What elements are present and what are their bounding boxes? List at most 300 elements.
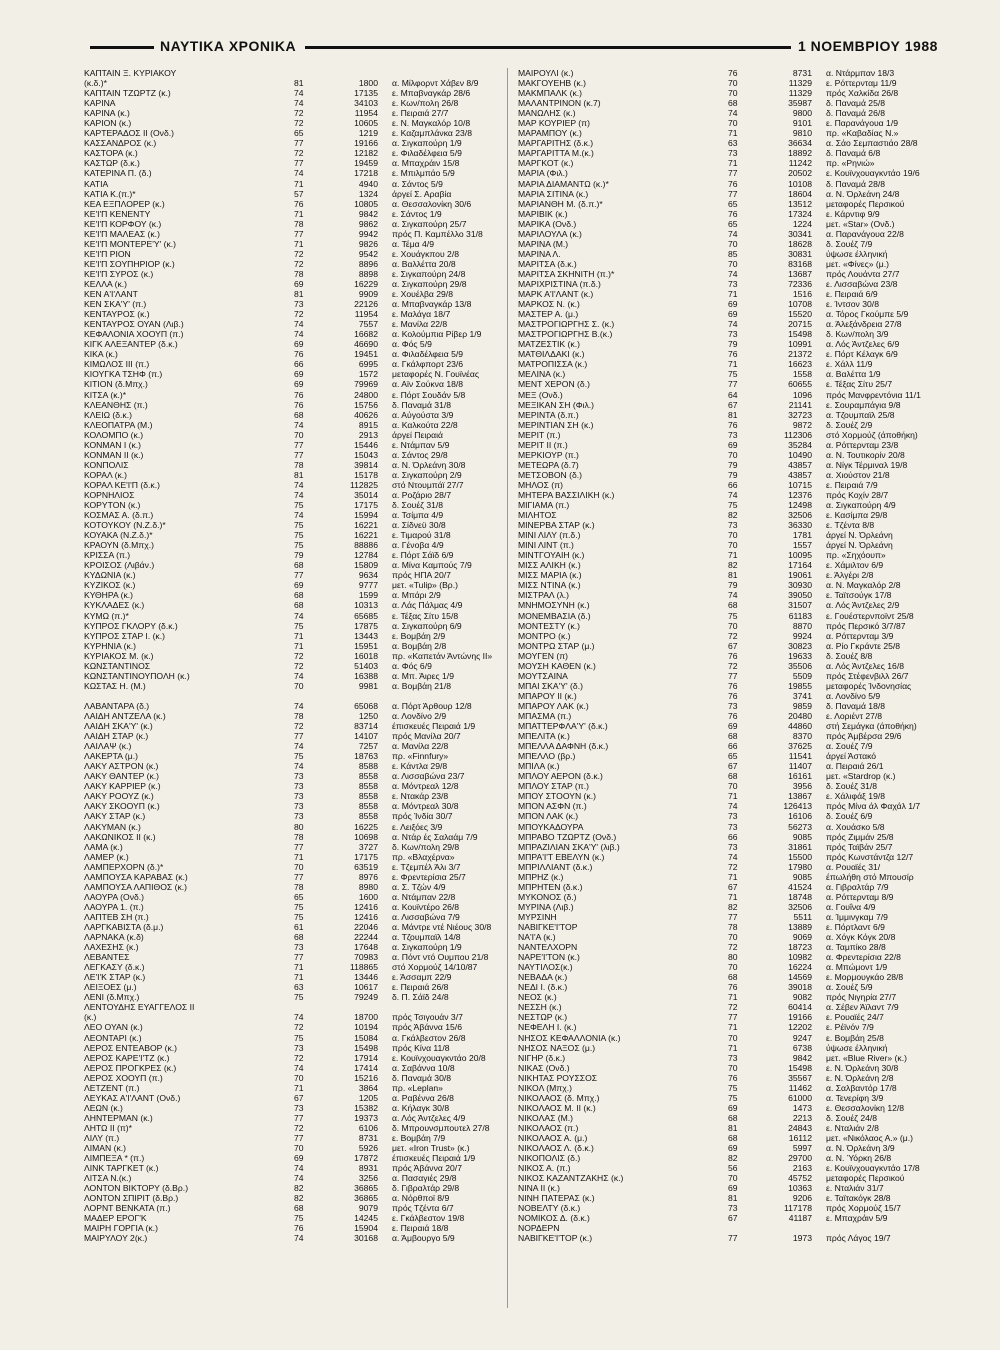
ship-entry <box>518 239 950 249</box>
tonnage: 22046 <box>354 921 378 932</box>
build-year: 68 <box>728 98 738 109</box>
ship-name: ΚΟΡΝΗΛΙΟΣ <box>84 489 135 500</box>
location-status: πρός Μανφρεντόνια 11/1 <box>826 389 921 400</box>
ship-entry <box>84 741 502 751</box>
tonnage: 13687 <box>788 268 812 279</box>
build-year: 72 <box>728 1002 738 1013</box>
location-status: α. Ροζάριο 28/7 <box>392 489 452 500</box>
build-year: 71 <box>294 1082 304 1093</box>
tonnage: 19451 <box>354 349 378 360</box>
ship-name: ΚΥΚΛΑΔΕΣ (κ.) <box>84 600 145 611</box>
location-status: α. Τέμα 4/9 <box>392 238 434 249</box>
ship-name: ΜΠΕΛΛΑ ΔΑΦΝΗ (δ.κ.) <box>518 741 609 752</box>
location-status: α. Ντάρ ές Σαλαάμ 7/9 <box>392 831 478 842</box>
build-year: 76 <box>294 198 304 209</box>
ship-entry <box>84 721 502 731</box>
tonnage: 14569 <box>788 972 812 983</box>
ship-name: ΚΟΛΟΜΠΟ (κ.) <box>84 429 144 440</box>
ship-entry <box>518 339 950 349</box>
build-year: 75 <box>294 911 304 922</box>
ship-entry <box>518 1093 950 1103</box>
tonnage: 51403 <box>354 660 378 671</box>
ship-entry <box>84 379 502 389</box>
build-year: 82 <box>294 1193 304 1204</box>
build-year: 74 <box>294 489 304 500</box>
ship-name: ΜΟΥΣΗ ΚΑΘΕΝ (κ.) <box>518 660 596 671</box>
location-status: ε. Πειραιά 27/7 <box>392 108 449 119</box>
ship-name: ΜΑΡΙΑ ΔΙΑΜΑΝΤΩ (κ.)* <box>518 178 609 189</box>
build-year: 81 <box>294 78 304 89</box>
tonnage: 9082 <box>792 992 812 1003</box>
build-year: 75 <box>294 540 304 551</box>
tonnage: 16106 <box>788 811 812 822</box>
ship-name: ΜΑΛΑΝΤΡΙΝΟΝ (κ.7) <box>518 98 601 109</box>
tonnage: 5511 <box>793 911 812 922</box>
location-status: α. Μανίλα 22/8 <box>392 741 449 752</box>
ship-name: ΜΙΝΙ ΛΙΝΤ (π.) <box>518 540 574 551</box>
ship-entry <box>84 651 502 661</box>
tonnage: 41187 <box>788 1213 812 1224</box>
ship-entry <box>84 359 502 369</box>
ship-entry <box>84 631 502 641</box>
location-status: α. Μπάρι 2/9 <box>392 590 441 601</box>
ship-name: ΜΠΛΟΥ ΣΤΑΡ (π.) <box>518 781 589 792</box>
ship-entry <box>518 1123 950 1133</box>
build-year: 76 <box>728 690 738 701</box>
build-year: 71 <box>728 158 738 169</box>
location-status: α. Σάο Σεμπαστιάο 28/8 <box>826 138 918 149</box>
location-status: ε. Τιμαρού 31/8 <box>392 530 451 541</box>
tonnage: 65685 <box>354 610 378 621</box>
ship-entry <box>518 1063 950 1073</box>
location-status: α. Άλεξάνδρεια 27/8 <box>826 319 902 330</box>
build-year: 74 <box>294 1163 304 1174</box>
tonnage: 31507 <box>788 600 812 611</box>
build-year: 73 <box>294 942 304 953</box>
ship-name: ΜΑΡΙΑΝΘΗ Μ. (δ.π.)* <box>518 198 603 209</box>
ship-name: ΛΕΡΟΣ ΧΟΟΥΠ (π.) <box>84 1072 163 1083</box>
ship-name: ΛΕΡΟΣ ΠΡΟΓΚΡΕΣ (κ.) <box>84 1062 177 1073</box>
tonnage: 1558 <box>792 369 812 380</box>
ship-entry <box>518 189 950 199</box>
tonnage: 6106 <box>358 1122 378 1133</box>
ship-name: ΜΑΣΤΕΡ Α. (μ.) <box>518 309 579 320</box>
ship-entry <box>518 701 950 711</box>
location-status: άργεί Ν. Όρλεάνη <box>826 540 893 551</box>
ship-name: ΚΑΤΕΡΙΝΑ Π. (δ.) <box>84 168 152 179</box>
tonnage: 13446 <box>354 972 378 983</box>
ship-entry <box>84 199 502 209</box>
location-status: ε. Μπαβναγκάρ 28/6 <box>392 88 471 99</box>
ship-name: ΜΟΝΤΡΩ ΣΤΑΡ (μ.) <box>518 640 595 651</box>
ship-name: ΜΠΟΥΚΑΔΟΥΡΑ <box>518 821 584 832</box>
location-status: ε. Σάντος 1/9 <box>392 208 442 219</box>
location-status: ε. Ν. Μαγκαλόρ 10/8 <box>392 118 471 129</box>
build-year: 79 <box>728 459 738 470</box>
ship-name: ΚΕΝΤΑΥΡΟΣ ΟΥΑΝ (Λιβ.) <box>84 319 184 330</box>
build-year: 68 <box>294 600 304 611</box>
ship-entry <box>518 269 950 279</box>
tonnage: 79969 <box>354 379 378 390</box>
ship-name: ΝΟΜΙΚΟΣ Δ. (δ.κ.) <box>518 1213 590 1224</box>
tonnage: 17414 <box>354 1062 378 1073</box>
location-status: πρός Τσιγουάν 3/7 <box>392 1012 463 1023</box>
location-status: α. Ν. Μαγκαλόρ 2/8 <box>826 580 901 591</box>
ship-name: ΛΑΙΔΗ ΣΚΑ'Υ' (κ.) <box>84 721 153 732</box>
ship-entry <box>518 942 950 952</box>
ship-name: ΝΗΣΟΣ ΚΕΦΑΛΛΟΝΙΑ (κ.) <box>518 1032 621 1043</box>
ship-name: ΜΑΙΡΟΥΛΙ (κ.) <box>518 68 574 78</box>
tonnage: 9826 <box>358 238 378 249</box>
ship-entry <box>518 952 950 962</box>
location-status: ε. Κουϊνχουαγκντάο 20/8 <box>392 1052 486 1063</box>
location-status: δ. Γιβραλτάρ 29/8 <box>392 1183 460 1194</box>
ship-name: ΝΙΚΟΛ (Μπχ.) <box>518 1082 572 1093</box>
tonnage: 30341 <box>788 228 812 239</box>
ship-entry <box>84 1193 502 1203</box>
location-status: α. Σιγκαπούρη 1/9 <box>392 942 462 953</box>
ship-name: ΚΟΝΜΑΝ Ι (κ.) <box>84 439 142 450</box>
ship-entry <box>518 631 950 641</box>
build-year: 72 <box>294 309 304 320</box>
ship-entry <box>518 1203 950 1213</box>
location-status: α. Παρανάγουα 22/8 <box>826 228 904 239</box>
tonnage: 9800 <box>792 108 812 119</box>
build-year: 75 <box>294 530 304 541</box>
tonnage: 10715 <box>788 479 812 490</box>
ship-entry <box>84 731 502 741</box>
ship-entry <box>84 269 502 279</box>
tonnage: 15084 <box>354 1032 378 1043</box>
location-status: α. Γουΐνα 4/9 <box>826 901 876 912</box>
ship-entry <box>518 580 950 590</box>
location-status: α. Βομβάη 21/8 <box>392 680 452 691</box>
build-year: 77 <box>294 871 304 882</box>
ship-name: ΚΩΝΣΤΑΝΤΙΝΟΥΠΟΛΗ (κ.) <box>84 670 190 681</box>
ship-entry <box>84 902 502 912</box>
ship-name: ΜΠΡΙΛΛΙΑΝΤ (δ.κ.) <box>518 861 593 872</box>
tonnage: 30168 <box>354 1233 378 1244</box>
location-status: ε. Πειραιά 18/8 <box>392 1223 449 1234</box>
tonnage: 17218 <box>354 168 378 179</box>
tonnage: 32506 <box>788 901 812 912</box>
tonnage: 12202 <box>788 1022 812 1033</box>
build-year: 73 <box>728 329 738 340</box>
build-year: 74 <box>294 329 304 340</box>
ship-name: ΛΕΟ ΟΥΑΝ (κ.) <box>84 1022 143 1033</box>
ship-name: ΛΑΚΥ ΡΟΟΥΖ (κ.) <box>84 791 154 802</box>
ship-name: ΛΑΜΕΡ (κ.) <box>84 851 129 862</box>
location-status: α. Νόρθποϊ 8/9 <box>392 1193 450 1204</box>
ship-entry <box>84 1143 502 1153</box>
build-year: 78 <box>294 268 304 279</box>
ship-name: ΜΑΡΙΒΙΚ (κ.) <box>518 208 568 219</box>
ship-entry <box>518 1213 950 1223</box>
build-year: 71 <box>294 208 304 219</box>
ship-name: ΚΕ'Ι'Π ΣΟΥΠΗΡΙΟΡ (κ.) <box>84 258 175 269</box>
build-year: 66 <box>728 479 738 490</box>
build-year: 78 <box>728 921 738 932</box>
tonnage: 5926 <box>358 1143 378 1154</box>
tonnage: 9859 <box>792 700 812 711</box>
ship-name: ΜΑΡΚΟΣ Ν. (κ.) <box>518 299 580 310</box>
build-year: 73 <box>728 1203 738 1214</box>
ship-name: ΜΑΡΙΛΟΥΛΑ (κ.) <box>518 228 582 239</box>
tonnage: 1557 <box>792 540 812 551</box>
tonnage: 17175 <box>354 500 378 511</box>
location-status: δ. Παναμά 28/8 <box>826 178 886 189</box>
ship-entry <box>84 832 502 842</box>
ship-name: ΛΑΚΥ ΚΑΡΡΙΕΡ (κ.) <box>84 781 161 792</box>
ship-entry <box>518 882 950 892</box>
location-status: μετ. «Νικόλαος Α.» (μ.) <box>826 1132 913 1143</box>
location-status: α. Κολούμπια Ρίβερ 1/9 <box>392 329 482 340</box>
tonnage: 1473 <box>792 1102 812 1113</box>
ship-name: ΚΕΛΛΑ (κ.) <box>84 278 127 289</box>
ship-entry <box>518 1173 950 1183</box>
ship-entry <box>84 1012 502 1022</box>
ship-entry <box>518 460 950 470</box>
ship-entry <box>84 1163 502 1173</box>
location-status: δ. Σουέζ 7/9 <box>826 238 873 249</box>
ship-entry <box>518 219 950 229</box>
ship-name: ΜΑΤΘΙΛΔΑΚΙ (κ.) <box>518 349 585 360</box>
tonnage: 39814 <box>354 459 378 470</box>
tonnage: 21372 <box>788 349 812 360</box>
tonnage: 9085 <box>792 831 812 842</box>
location-status: α. Χόγκ Κόγκ 20/8 <box>826 932 896 943</box>
location-status: α. Τζουμπαϊλ 25/8 <box>826 409 895 420</box>
ship-entry <box>518 420 950 430</box>
tonnage: 22244 <box>354 932 378 943</box>
build-year: 71 <box>728 359 738 370</box>
ship-name: ΚΥΘΗΡΑ (κ.) <box>84 590 134 601</box>
build-year: 69 <box>294 339 304 350</box>
tonnage: 36634 <box>788 138 812 149</box>
ship-name: ΜΑΡΙΧΡΙΣΤΙΝΑ (π.δ.) <box>518 278 601 289</box>
location-status: ε. Κάρντιφ 9/9 <box>826 208 880 219</box>
ship-name: ΝΙΝΗ ΠΑΤΕΡΑΣ (κ.) <box>518 1193 595 1204</box>
location-status: πρός Άβάννα 15/6 <box>392 1022 462 1033</box>
tonnage: 8870 <box>792 620 812 631</box>
location-status: α. Μπώμοντ 1/9 <box>826 962 888 973</box>
location-status <box>826 1223 950 1233</box>
tonnage: 8558 <box>358 771 378 782</box>
ship-entry <box>84 168 502 178</box>
build-year: 75 <box>294 620 304 631</box>
build-year: 82 <box>294 1183 304 1194</box>
location-status: μεταφορές Περσικού <box>826 198 905 209</box>
ship-entry <box>518 329 950 339</box>
location-status: α. Ν. Ύόρκη 26/8 <box>826 1153 892 1164</box>
ship-name: ΚΕΝ Α'Ι'ΛΑΝΤ <box>84 289 138 300</box>
location-status: πρός Κωνστάντζα 12/7 <box>826 851 914 862</box>
location-status: α. Τσίμπα 4/9 <box>392 510 444 521</box>
build-year: 70 <box>294 429 304 440</box>
tonnage: 17872 <box>354 1153 378 1164</box>
location-status: ε. Θεσσαλονίκη 12/8 <box>826 1102 905 1113</box>
ship-entry <box>84 299 502 309</box>
build-year: 74 <box>294 88 304 99</box>
build-year: 71 <box>728 992 738 1003</box>
ship-entry <box>518 510 950 520</box>
ship-name: ΛΑΜΠΟΥΣΑ ΚΑΡΑΒΑΣ (κ.) <box>84 871 188 882</box>
ship-entry <box>84 420 502 430</box>
tonnage: 12498 <box>788 500 812 511</box>
ship-entry <box>84 219 502 229</box>
build-year: 74 <box>294 741 304 752</box>
build-year: 73 <box>728 278 738 289</box>
tonnage: 30930 <box>788 580 812 591</box>
location-status: ε. Σουραμπάγια 9/8 <box>826 399 901 410</box>
ship-entry <box>518 892 950 902</box>
location-status: πρ. «Καβαδίας Ν.» <box>826 128 899 139</box>
build-year: 78 <box>294 881 304 892</box>
ship-entry <box>518 88 950 98</box>
build-year: 70 <box>728 620 738 631</box>
location-status: μετ. «Φίνες» (μ.) <box>826 258 889 269</box>
tonnage: 40626 <box>354 409 378 420</box>
tonnage: 16229 <box>354 278 378 289</box>
ship-name: ΜΠΟΥ ΣΤΟΟΥΝ (κ.) <box>518 791 596 802</box>
build-year: 77 <box>728 188 738 199</box>
tonnage: 12416 <box>354 901 378 912</box>
build-year: 77 <box>294 439 304 450</box>
ship-name: ΜΟΥΤΣΑΙΝΑ <box>518 670 568 681</box>
tonnage: 14107 <box>354 731 378 742</box>
ship-entry <box>518 78 950 88</box>
ship-name: ΚΥΜΩ (π.)* <box>84 610 129 621</box>
location-status: πρός Χαλκίδα 26/8 <box>826 88 899 99</box>
tonnage: 1219 <box>358 128 378 139</box>
ship-entry <box>518 299 950 309</box>
location-status: α. Πειραιά 26/1 <box>826 761 884 772</box>
location-status: πρός Κίνα 11/8 <box>392 1042 450 1053</box>
ship-name: ΛΑΜΠΟΥΣΑ ΛΑΠΙΘΟΣ (κ.) <box>84 881 188 892</box>
tonnage: 10490 <box>788 449 812 460</box>
build-year: 72 <box>294 1052 304 1063</box>
tonnage: 18700 <box>354 1012 378 1023</box>
build-year: 72 <box>294 660 304 671</box>
tonnage: 13512 <box>788 198 812 209</box>
tonnage <box>762 1223 826 1233</box>
location-status: α. Ρόττερνταμ 23/8 <box>826 439 899 450</box>
tonnage: 19459 <box>354 158 378 169</box>
location-status: ε. Τέξας Σίτυ 25/7 <box>826 379 893 390</box>
ship-entry <box>84 309 502 319</box>
location-status: πρ. «Σηχόουπ» <box>826 550 886 561</box>
build-year: 74 <box>294 610 304 621</box>
location-status: δ. Παναμά 31/8 <box>392 399 452 410</box>
location-status: πρός Ζιμμάν 25/8 <box>826 831 894 842</box>
build-year: 71 <box>728 128 738 139</box>
ship-entry <box>518 1143 950 1153</box>
ship-name: ΛΑΧΕΣΗΣ (κ.) <box>84 942 139 953</box>
ship-entry <box>84 108 502 118</box>
tonnage: 117178 <box>783 1203 812 1214</box>
location-status: ε. Μαλάγα 18/7 <box>392 309 451 320</box>
build-year: 73 <box>294 299 304 310</box>
ship-name: (κ.δ.)* <box>84 78 107 89</box>
ship-entry <box>84 540 502 550</box>
tonnage: 3256 <box>358 1173 378 1184</box>
ship-name: ΜΕΡΚΙΟΥΡ (π.) <box>518 449 579 460</box>
build-year: 76 <box>294 1223 304 1234</box>
location-status: ε. Κων/πολη 26/8 <box>392 98 459 109</box>
ship-name: ΛΑΙΛΑΨ (κ.) <box>84 741 132 752</box>
ship-name: ΚΙΜΩΛΟΣ ΙΙΙ (π.) <box>84 359 150 370</box>
ship-entry <box>84 88 502 98</box>
tonnage: 1224 <box>792 218 812 229</box>
ship-name: ΜΑΡΙΤΣΑ ΣΚΗΝΙΤΗ (π.)* <box>518 268 615 279</box>
location-status: α. Φός 6/9 <box>392 660 432 671</box>
build-year: 77 <box>728 1012 738 1023</box>
ship-name: ΜΑΚΓΟΥΕΗΒ (κ.) <box>518 78 586 89</box>
tonnage: 5509 <box>792 670 812 681</box>
ship-name: ΝΙΚΟΛΑΟΣ Α. (μ.) <box>518 1132 588 1143</box>
ship-entry <box>518 470 950 480</box>
ship-entry <box>84 520 502 530</box>
location-status: α. Σαβάννα 10/8 <box>392 1062 455 1073</box>
ship-entry <box>84 229 502 239</box>
ship-entry <box>518 621 950 631</box>
ship-entry <box>84 1183 502 1193</box>
ship-entry <box>84 1103 502 1113</box>
ship-name: (κ.) <box>84 1012 97 1023</box>
tonnage: 11242 <box>788 158 812 169</box>
build-year: 72 <box>294 148 304 159</box>
tonnage: 39050 <box>788 590 812 601</box>
location-status: πρός Περσικό 3/7/87 <box>826 620 906 631</box>
build-year: 80 <box>294 821 304 832</box>
ship-entry <box>518 199 950 209</box>
location-status: α. Λάς Πάλμας 4/9 <box>392 600 463 611</box>
build-year: 74 <box>728 590 738 601</box>
build-year: 76 <box>728 982 738 993</box>
ship-name: ΛΟΝΤΟΝ ΣΠΙΡΙΤ (δ.Βρ.) <box>84 1193 179 1204</box>
location-status: πρός Άβάννα 20/7 <box>392 1163 462 1174</box>
ship-name: ΝΕΒΑΔΑ (κ.) <box>518 972 568 983</box>
ship-entry <box>84 490 502 500</box>
build-year: 78 <box>294 218 304 229</box>
location-status: ε. Χάμιλτον 6/9 <box>826 560 884 571</box>
ship-entry <box>518 902 950 912</box>
location-status: α. Νίγκ Τέρμιναλ 19/8 <box>826 459 908 470</box>
tonnage: 8558 <box>358 791 378 802</box>
build-year <box>294 1002 328 1012</box>
build-year: 70 <box>294 861 304 872</box>
build-year: 76 <box>728 208 738 219</box>
location-status: α. Μπαβναγκάρ 13/8 <box>392 299 472 310</box>
tonnage: 16018 <box>354 650 378 661</box>
ship-name: ΝΙΚΟΣ Α. (π.) <box>518 1163 571 1174</box>
build-year: 74 <box>728 268 738 279</box>
ship-name: ΛΑΚΕΡΤΑ (μ.) <box>84 751 138 762</box>
ship-name: ΚΑΡΙΝΑ <box>84 98 116 109</box>
ship-entry <box>518 259 950 269</box>
ship-name: ΜΕΤΕΩΡΑ (δ.7) <box>518 459 579 470</box>
ship-entry <box>518 781 950 791</box>
location-status: ε. Μορμουγκάο 28/8 <box>826 972 904 983</box>
tonnage: 8898 <box>358 268 378 279</box>
tonnage: 8370 <box>792 731 812 742</box>
build-year: 78 <box>294 459 304 470</box>
location-status: ε. Ταϊτακόγκ 28/8 <box>826 1193 891 1204</box>
ship-entry <box>518 651 950 661</box>
location-status: στό Χορμούζ 14/10/87 <box>392 962 478 973</box>
build-year <box>728 1223 762 1233</box>
ship-name: ΜΠΑΡΟΥ ΙΙ (κ.) <box>518 690 577 701</box>
